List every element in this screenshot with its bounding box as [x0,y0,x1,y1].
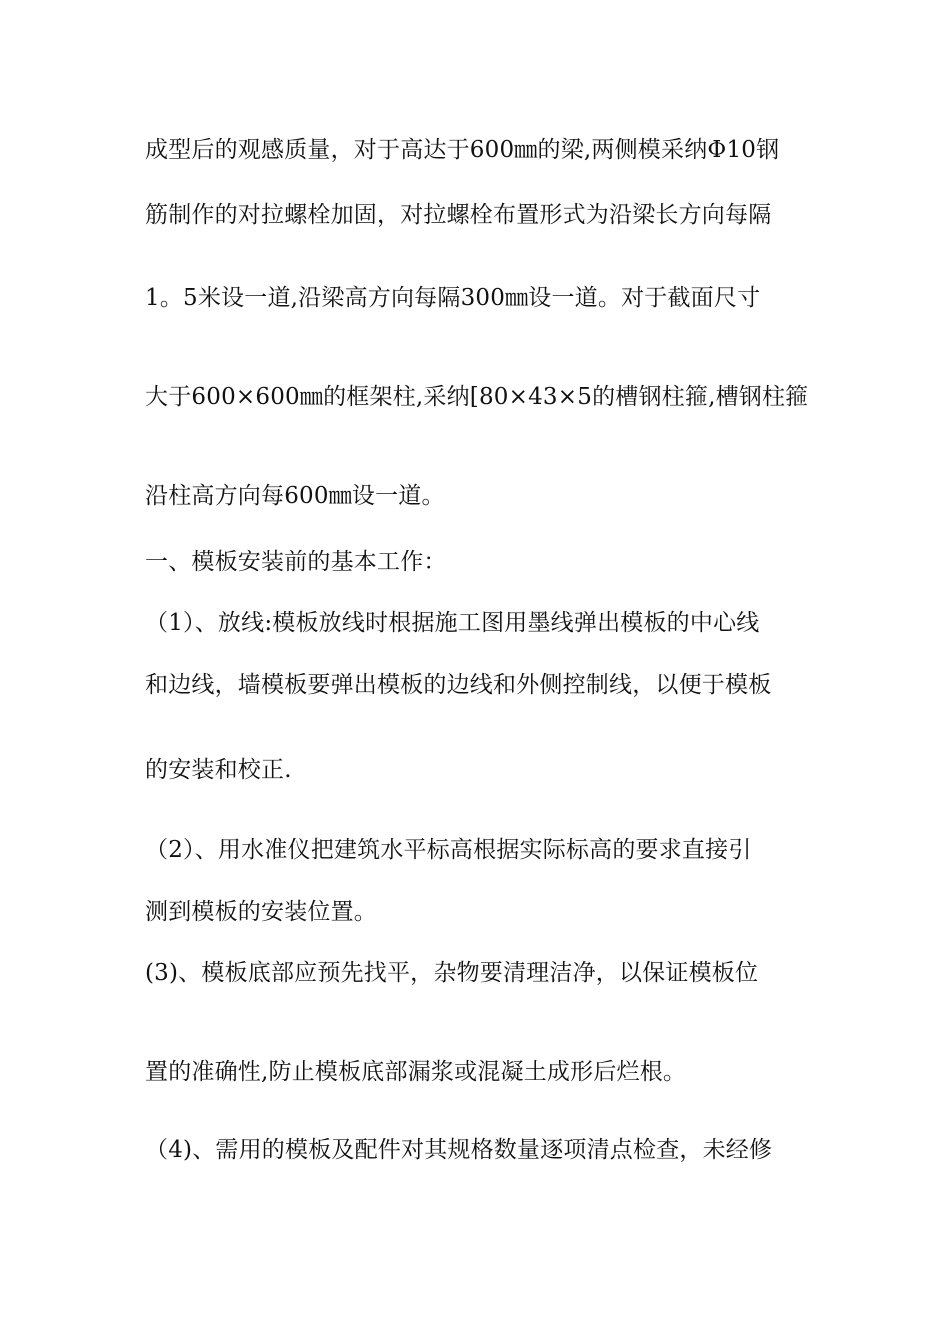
text-line: 置的准确性,防止模板底部漏浆或混凝土成形后烂根。 [145,1059,687,1085]
text-line: 筋制作的对拉螺栓加固，对拉螺栓布置形式为沿梁长方向每隔 [145,202,772,228]
text-line: （2）、用水准仪把建筑水平标高根据实际标高的要求直接引 [145,837,752,863]
text-line: 沿柱高方向每600㎜设一道。 [145,483,445,509]
text-line: 测到模板的安装位置。 [145,899,377,925]
text-line: 大于600×600㎜的框架柱,采纳[80×43×5的槽钢柱箍,槽钢柱箍 [145,384,809,410]
section-heading: 一、模板安装前的基本工作： [145,549,447,575]
text-line: （4)、需用的模板及配件对其规格数量逐项清点检查，未经修 [145,1137,773,1163]
text-line: 的安装和校正. [145,757,292,783]
text-line: 1。5米设一道,沿梁高方向每隔300㎜设一道。对于截面尺寸 [145,285,761,311]
text-line: (3)、模板底部应预先找平，杂物要清理洁净，以保证模板位 [145,960,759,986]
text-line: 和边线，墙模板要弹出模板的边线和外侧控制线，以便于模板 [145,672,772,698]
text-line: （1）、放线:模板放线时根据施工图用墨线弹出模板的中心线 [145,610,760,636]
text-line: 成型后的观感质量，对于高达于600㎜的梁,两侧模采纳Φ10钢 [145,137,780,163]
